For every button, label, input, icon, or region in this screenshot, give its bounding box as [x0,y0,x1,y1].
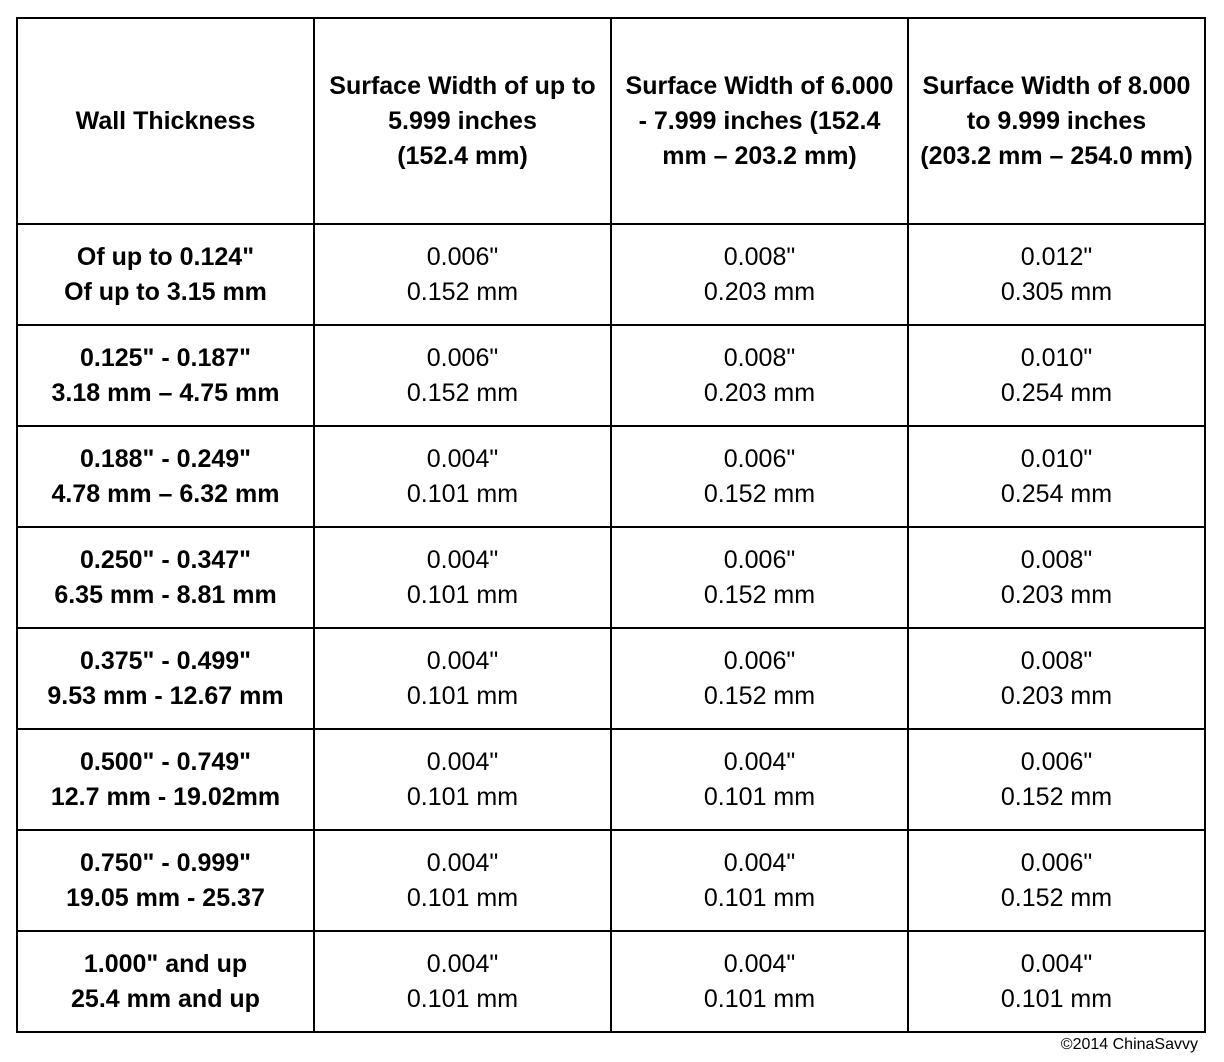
tolerance-mm: 0.101 mm [703,883,816,912]
tolerance-inches: 0.012" [1020,242,1093,271]
tolerance-cell [314,628,611,729]
header-text: Surface Width of up to 5.999 inches [329,71,596,135]
tolerance-mm: 0.203 mm [1000,681,1113,710]
tolerance-cell [908,325,1205,426]
header-surface-width-2 [611,18,908,224]
tolerance-inches: 0.010" [1020,444,1093,473]
thickness-mm: 25.4 mm and up [71,984,260,1013]
tolerance-mm: 0.152 mm [406,277,519,306]
tolerance-cell [314,224,611,325]
tolerance-mm: 0.254 mm [1000,378,1113,407]
tolerance-inches: 0.004" [426,949,499,978]
tolerance-mm: 0.101 mm [703,984,816,1013]
tolerance-inches: 0.006" [723,444,796,473]
tolerance-cell [908,527,1205,628]
tolerance-cell [314,325,611,426]
tolerance-mm: 0.203 mm [703,378,816,407]
header-text: Wall Thickness [75,106,256,135]
tolerance-inches: 0.004" [426,747,499,776]
thickness-inches: 0.375" - 0.499" [79,646,252,675]
tolerance-cell [611,224,908,325]
tolerance-mm: 0.254 mm [1000,479,1113,508]
header-surface-width-3 [908,18,1205,224]
tolerance-cell [611,628,908,729]
tolerance-inches: 0.004" [1020,949,1093,978]
tolerance-inches: 0.008" [723,242,796,271]
tolerance-mm: 0.101 mm [703,782,816,811]
tolerance-mm: 0.101 mm [406,479,519,508]
tolerance-mm: 0.101 mm [406,782,519,811]
wall-thickness-cell [17,527,314,628]
header-wall-thickness [17,18,314,224]
tolerance-cell [908,830,1205,931]
header-surface-width-1 [314,18,611,224]
table-row [17,325,1205,426]
tolerance-inches: 0.004" [426,848,499,877]
thickness-inches: 0.750" - 0.999" [79,848,252,877]
table-row [17,426,1205,527]
tolerance-mm: 0.152 mm [406,378,519,407]
tolerance-table [16,17,1206,1033]
tolerance-cell [611,729,908,830]
thickness-mm: 12.7 mm - 19.02mm [50,782,281,811]
tolerance-mm: 0.152 mm [703,580,816,609]
tolerance-cell [611,325,908,426]
tolerance-mm: 0.101 mm [406,580,519,609]
header-text: Surface Width of 6.000 - 7.999 inches (152.4 mm – 203.2 mm) [625,71,894,170]
tolerance-cell [908,931,1205,1032]
wall-thickness-cell [17,325,314,426]
tolerance-cell [314,830,611,931]
wall-thickness-cell [17,931,314,1032]
thickness-inches: 0.125" - 0.187" [79,343,252,372]
tolerance-mm: 0.101 mm [406,984,519,1013]
tolerance-cell [314,729,611,830]
tolerance-inches: 0.004" [723,949,796,978]
table-body [17,224,1205,1032]
table-row [17,628,1205,729]
thickness-mm: 9.53 mm - 12.67 mm [47,681,284,710]
tolerance-inches: 0.006" [426,242,499,271]
tolerance-inches: 0.004" [426,545,499,574]
tolerance-mm: 0.152 mm [1000,782,1113,811]
tolerance-inches: 0.004" [723,848,796,877]
header-text: Surface Width of 8.000 to 9.999 inches [922,71,1191,135]
wall-thickness-cell [17,729,314,830]
thickness-mm: 19.05 mm - 25.37 [66,883,265,912]
tolerance-inches: 0.006" [723,545,796,574]
wall-thickness-cell [17,830,314,931]
table-row [17,729,1205,830]
tolerance-mm: 0.152 mm [1000,883,1113,912]
copyright-notice: ©2014 ChinaSavvy [1060,1036,1198,1053]
tolerance-cell [908,729,1205,830]
tolerance-inches: 0.006" [1020,848,1093,877]
table-row [17,527,1205,628]
tolerance-cell [611,527,908,628]
tolerance-mm: 0.305 mm [1000,277,1113,306]
tolerance-mm: 0.152 mm [703,681,816,710]
table-header [17,18,1205,224]
thickness-mm: Of up to 3.15 mm [64,277,267,306]
tolerance-cell [611,931,908,1032]
tolerance-mm: 0.203 mm [1000,580,1113,609]
table-row [17,224,1205,325]
wall-thickness-cell [17,628,314,729]
wall-thickness-cell [17,224,314,325]
header-row [17,18,1205,224]
header-text: (152.4 mm) [397,141,528,170]
thickness-inches: 1.000" and up [83,949,248,978]
tolerance-cell [908,224,1205,325]
wall-thickness-cell [17,426,314,527]
tolerance-inches: 0.006" [723,646,796,675]
thickness-mm: 3.18 mm – 4.75 mm [51,378,280,407]
tolerance-mm: 0.101 mm [406,883,519,912]
table-row [17,830,1205,931]
tolerance-inches: 0.008" [1020,545,1093,574]
tolerance-cell [314,931,611,1032]
tolerance-inches: 0.006" [426,343,499,372]
tolerance-inches: 0.004" [723,747,796,776]
tolerance-inches: 0.008" [1020,646,1093,675]
tolerance-cell [611,830,908,931]
tolerance-mm: 0.101 mm [1000,984,1113,1013]
tolerance-inches: 0.004" [426,444,499,473]
tolerance-cell [611,426,908,527]
thickness-mm: 4.78 mm – 6.32 mm [51,479,280,508]
header-text: (203.2 mm – 254.0 mm) [920,141,1193,170]
tolerance-cell [314,527,611,628]
tolerance-cell [908,628,1205,729]
tolerance-inches: 0.010" [1020,343,1093,372]
tolerance-cell [314,426,611,527]
tolerance-mm: 0.101 mm [406,681,519,710]
thickness-inches: Of up to 0.124" [76,242,255,271]
tolerance-cell [908,426,1205,527]
tolerance-inches: 0.006" [1020,747,1093,776]
tolerance-mm: 0.152 mm [703,479,816,508]
tolerance-mm: 0.203 mm [703,277,816,306]
tolerance-inches: 0.008" [723,343,796,372]
thickness-mm: 6.35 mm - 8.81 mm [54,580,277,609]
table-row [17,931,1205,1032]
thickness-inches: 0.500" - 0.749" [79,747,252,776]
thickness-inches: 0.250" - 0.347" [79,545,252,574]
tolerance-inches: 0.004" [426,646,499,675]
thickness-inches: 0.188" - 0.249" [79,444,252,473]
